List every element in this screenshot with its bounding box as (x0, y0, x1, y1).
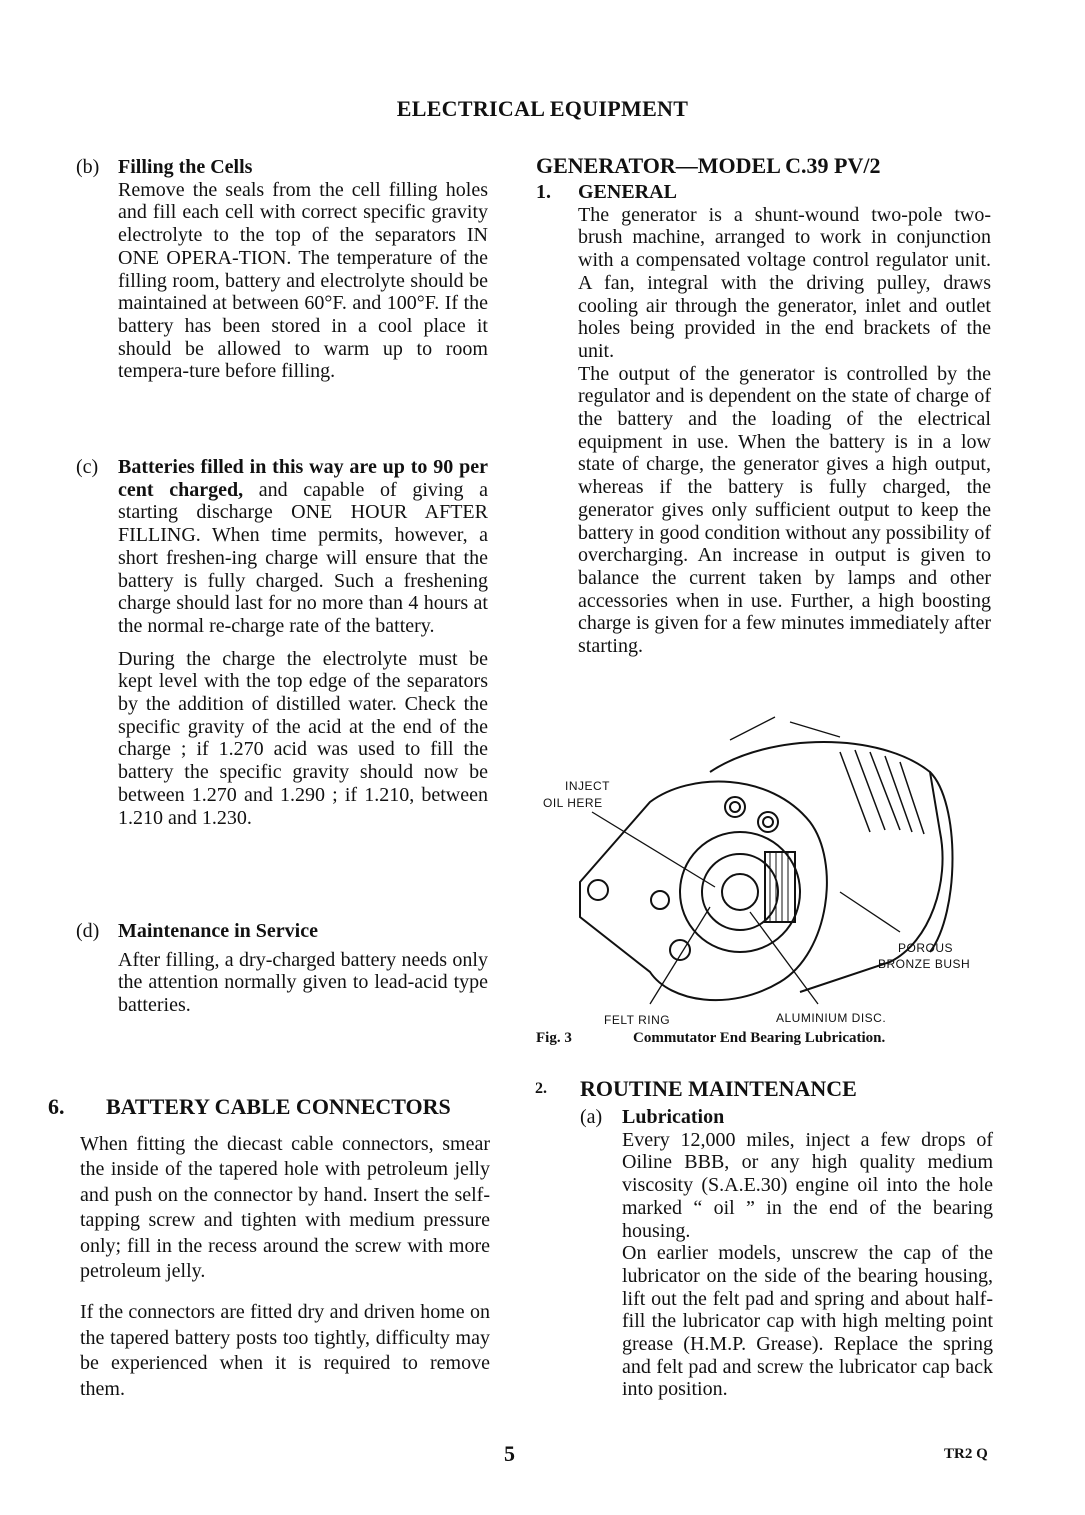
label-aluminium-disc: ALUMINIUM DISC. (776, 1011, 887, 1025)
section-c (76, 456, 488, 829)
section-d (76, 920, 488, 1017)
section-6-number: 6. (48, 1094, 65, 1119)
section-c-label: (c) (76, 456, 99, 478)
doc-code: TR2 Q (944, 1446, 988, 1462)
section-b-body: Remove the seals from the cell filling holes and fill each cell with correct specific gravity electrolyte to the top of the separators IN ONE OPERA-TION. The temperature of the filling room, battery and electrolyte should be maintained at between 60°F. and 100°F. If the battery has been stored in a cool place it should be allowed to warm up to room tempera-ture before filling. (118, 178, 488, 383)
section-1-number: 1. (536, 181, 551, 203)
label-bronze-bush: BRONZE BUSH (878, 957, 971, 971)
section-6-heading: BATTERY CABLE CONNECTORS (106, 1094, 451, 1119)
section-1-p1: The generator is a shunt-wound two-pole two-brush machine, arranged to work in conjunction with a compensated voltage control regulator unit. A fan, integral with the driving pulley, draws cooling air through the generator, inlet and outlet holes being provided in the end brackets of the unit. (578, 203, 991, 362)
label-oil-here: OIL HERE (543, 796, 603, 810)
commutator-end-illustration (540, 712, 990, 1032)
section-2a (580, 1106, 993, 1401)
figure-number: Fig. 3 (536, 1030, 572, 1046)
page-number: 5 (504, 1441, 515, 1466)
section-c-body2: During the charge the electrolyte must be kept level with the top edge of the separators by the addition of distilled water. Check the specific gravity of the acid at the end of the charge ; if 1.270 acid was used to fill the battery the specific gravity should now be between 1.270 and 1.290 ; if 1.210, between 1.210 and 1.230. (118, 647, 488, 829)
page-title: ELECTRICAL EQUIPMENT (396, 96, 689, 121)
section-2a-p2: On earlier models, unscrew the cap of the lubricator on the side of the bearing housing, lift out the felt pad and spring and about half-fill the lubricator cap with high melting point grease (H.M.P. Grease). Replace the spring and felt pad and screw the lubricator cap back into position. (622, 1242, 993, 1401)
section-2a-title: Lubrication (622, 1106, 725, 1128)
section-c-title: Batteries filled in this way are up to 90 per cent charged, (118, 456, 488, 501)
label-felt-ring: FELT RING (604, 1013, 671, 1027)
section-c-body (118, 456, 488, 638)
section-6-p1: When fitting the diecast cable connectors, smear the inside of the tapered hole with petroleum jelly and push on the connector by hand. Insert the self-tapping screw and tighten with medium pressure only; fill in the recess around the screw with more petroleum jelly. (80, 1133, 490, 1283)
section-2a-p1: Every 12,000 miles, inject a few drops of Oiline BBB, or any high quality medium viscosity (S.A.E.30) engine oil into the hole marked “ oil ” in the end of the bearing housing. (622, 1128, 993, 1242)
section-d-title: Maintenance in Service (118, 920, 318, 942)
section-6-p2: If the connectors are fitted dry and driven home on the tapered battery posts too tightly, difficulty may be experienced when it is required to remove them. (80, 1301, 490, 1400)
section-1-title: GENERAL (578, 181, 677, 203)
section-2-number: 2. (535, 1080, 547, 1097)
generator-heading: GENERATOR—MODEL C.39 PV/2 (536, 153, 881, 178)
figure-caption: Commutator End Bearing Lubrication. (633, 1030, 886, 1046)
section-b-label: (b) (76, 156, 100, 178)
section-2-title: ROUTINE MAINTENANCE (580, 1076, 857, 1101)
section-1 (536, 181, 991, 658)
section-c-body-text: and capable of giving a starting discharge ONE HOUR AFTER FILLING. When time permits, however, a short freshen-ing charge will ensure that the battery is fully charged. Such a freshening charge should last for no more than 4 hours at the normal re-charge rate of the battery. (118, 478, 488, 637)
label-inject: INJECT (565, 779, 610, 793)
section-1-p2: The output of the generator is controlled by the regulator and is dependent on the state of charge of the battery and the loading of the electrical equipment in use. When the battery is in a low state of charge, the generator gives a high output, whereas if the battery is fully charged, the generator gives only sufficient output to keep the battery in good condition without any possibility of overcharging. An increase in output is given to balance the current taken by lamps and other accessories when in use. Further, a high boosting charge is given for a few minutes immediately after starting. (578, 362, 991, 658)
section-2a-label: (a) (580, 1106, 603, 1128)
section-d-body: After filling, a dry-charged battery needs only the attention normally given to lead-acid type batteries. (118, 948, 488, 1017)
label-porous: POROUS (898, 941, 954, 955)
section-d-label: (d) (76, 920, 100, 942)
section-6-body (80, 1132, 490, 1402)
section-b (76, 156, 488, 383)
section-b-title: Filling the Cells (118, 156, 253, 178)
